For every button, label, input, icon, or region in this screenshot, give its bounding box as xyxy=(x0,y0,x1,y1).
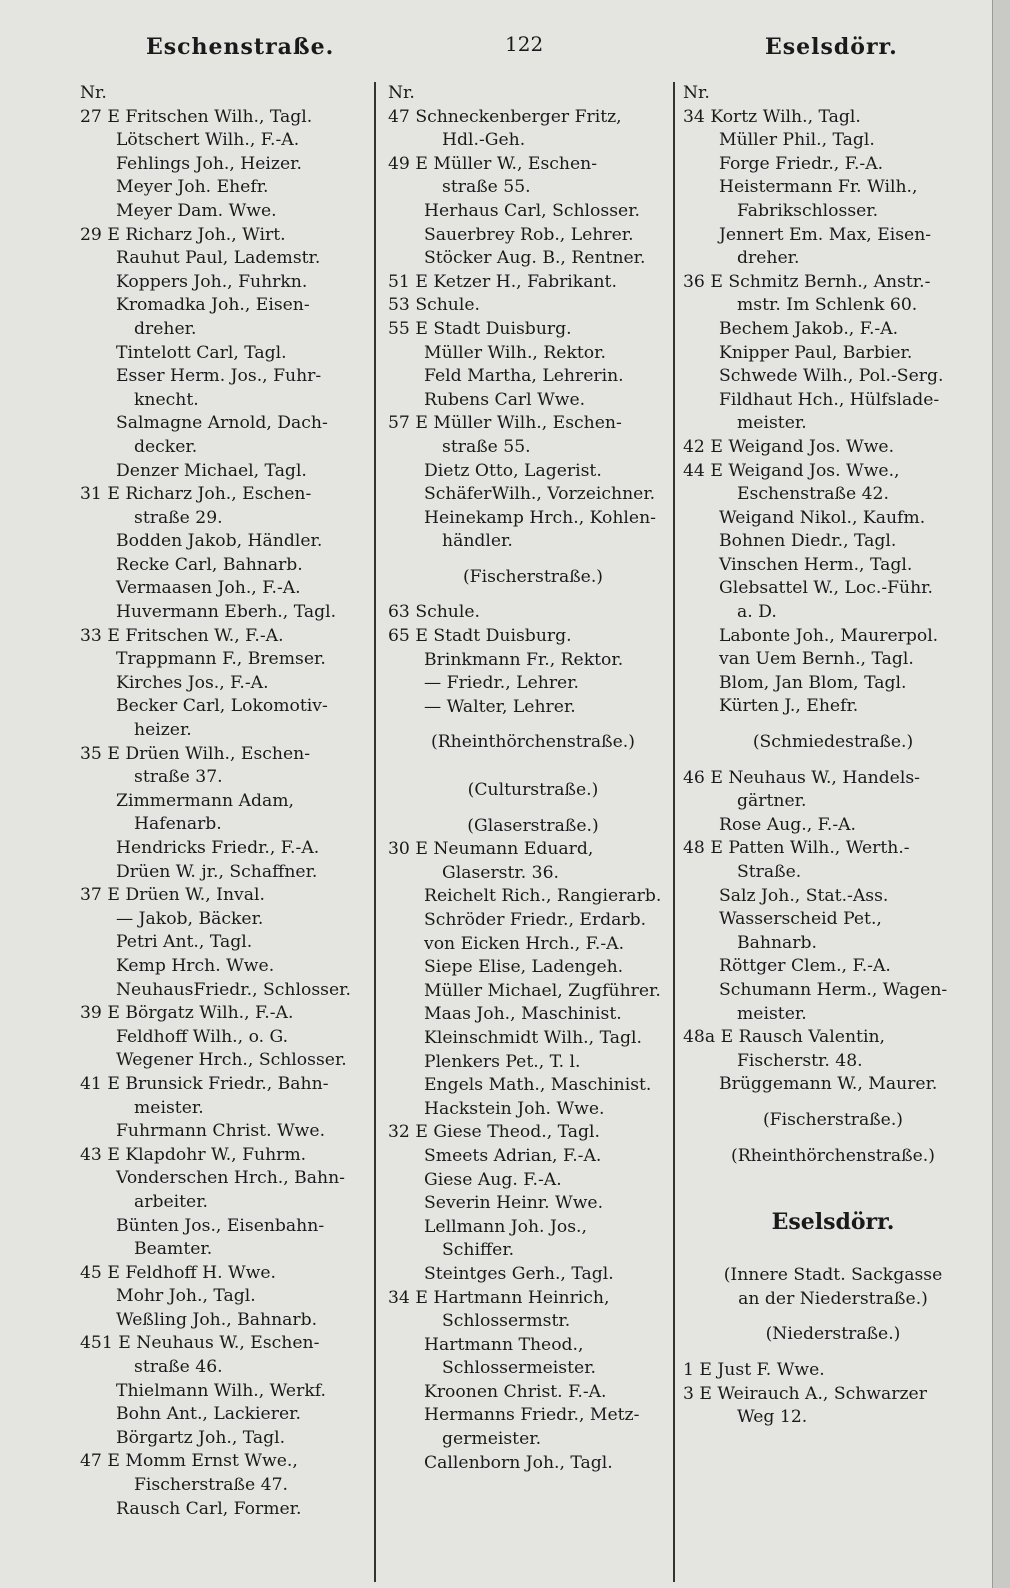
directory-entry: Bechem Jakob., F.-A. xyxy=(719,318,899,339)
directory-entry: Tintelott Carl, Tagl. xyxy=(116,342,287,363)
directory-entry: Giese Aug. F.-A. xyxy=(424,1169,562,1190)
directory-entry: — Friedr., Lehrer. xyxy=(424,673,580,694)
directory-entry: Eschenstraße 42. xyxy=(737,484,889,505)
column-right xyxy=(683,82,983,1430)
directory-entry: händler. xyxy=(442,531,513,552)
directory-entry: Hartmann Theod., xyxy=(424,1334,584,1355)
spacer xyxy=(388,554,678,566)
directory-entry: Kleinschmidt Wilh., Tagl. xyxy=(424,1027,642,1048)
street-heading: (Niederstraße.) xyxy=(765,1324,901,1345)
directory-entry: Schröder Friedr., Erdarb. xyxy=(424,910,647,930)
directory-entry: mstr. Im Schlenk 60. xyxy=(737,295,918,316)
column-left xyxy=(80,82,380,1521)
directory-entry: Weg 12. xyxy=(737,1407,808,1428)
spacer xyxy=(683,1347,983,1359)
spacer xyxy=(388,767,678,779)
directory-entry: 49 E Müller W., Eschen- xyxy=(388,153,598,174)
directory-entry: Schumann Herm., Wagen- xyxy=(719,979,948,1000)
directory-entry: Dietz Otto, Lagerist. xyxy=(424,460,602,481)
spacer xyxy=(683,1180,983,1192)
directory-entry: Wegener Hrch., Schlosser. xyxy=(116,1050,347,1071)
directory-entry: von Eicken Hrch., F.-A. xyxy=(424,933,625,954)
header-left-street: Eschenstraße. xyxy=(146,34,335,60)
directory-entry: arbeiter. xyxy=(134,1191,209,1212)
directory-entry: Glaserstr. 36. xyxy=(442,862,559,883)
directory-entry: 47 Schneckenberger Fritz, xyxy=(388,106,622,127)
street-heading: (Fischerstraße.) xyxy=(462,566,604,587)
directory-entry: Herhaus Carl, Schlosser. xyxy=(424,200,641,221)
directory-entry: Lötschert Wilh., F.-A. xyxy=(116,130,300,151)
directory-entry: 48a E Rausch Valentin, xyxy=(683,1027,885,1048)
directory-entry: Plenkers Pet., T. l. xyxy=(424,1051,581,1072)
directory-entry: Schlossermstr. xyxy=(442,1311,571,1332)
directory-entry: NeuhausFriedr., Schlosser. xyxy=(116,979,351,1000)
directory-entry: — Jakob, Bäcker. xyxy=(116,908,264,929)
directory-entry: Nr. xyxy=(388,83,415,103)
directory-entry: Wasserscheid Pet., xyxy=(719,909,882,930)
directory-entry: 37 E Drüen W., Inval. xyxy=(80,885,265,906)
directory-entry: Esser Herm. Jos., Fuhr- xyxy=(116,366,322,387)
directory-entry: 65 E Stadt Duisburg. xyxy=(388,626,572,647)
directory-entry: Huvermann Eberh., Tagl. xyxy=(116,602,337,623)
directory-entry: Brinkmann Fr., Rektor. xyxy=(424,649,624,670)
directory-entry: Siepe Elise, Ladengeh. xyxy=(424,957,624,978)
directory-entry: meister. xyxy=(134,1097,204,1118)
adjacent-page-edge xyxy=(992,0,1010,1588)
directory-entry: Feldhoff Wilh., o. G. xyxy=(116,1026,289,1047)
street-heading: (Innere Stadt. Sackgasse xyxy=(723,1265,943,1286)
directory-entry: dreher. xyxy=(134,318,197,339)
page-header xyxy=(0,28,992,68)
directory-entry: Kemp Hrch. Wwe. xyxy=(116,955,275,976)
directory-entry: dreher. xyxy=(737,248,800,269)
spacer xyxy=(683,755,983,767)
directory-entry: Bodden Jakob, Händler. xyxy=(116,531,323,552)
street-heading: (Rheinthörchenstraße.) xyxy=(731,1145,935,1166)
directory-entry: Blom, Jan Blom, Tagl. xyxy=(719,672,907,693)
directory-entry: Forge Friedr., F.-A. xyxy=(719,153,884,174)
directory-entry: Stöcker Aug. B., Rentner. xyxy=(424,248,646,269)
directory-entry: Nr. xyxy=(683,83,710,103)
directory-entry: meister. xyxy=(737,1003,807,1024)
spacer xyxy=(388,803,678,815)
directory-entry: Petri Ant., Tagl. xyxy=(116,932,253,953)
spacer xyxy=(683,1133,983,1145)
directory-entry: Engels Math., Maschinist. xyxy=(424,1075,652,1096)
directory-entry: Rausch Carl, Former. xyxy=(116,1498,302,1519)
directory-entry: van Uem Bernh., Tagl. xyxy=(719,649,914,670)
directory-entry: Bünten Jos., Eisenbahn- xyxy=(116,1215,325,1236)
directory-entry: knecht. xyxy=(134,389,199,410)
directory-entry: 33 E Fritschen W., F.-A. xyxy=(80,625,284,646)
directory-entry: 48 E Patten Wilh., Werth.- xyxy=(683,838,910,859)
directory-entry: Jennert Em. Max, Eisen- xyxy=(719,224,932,245)
directory-entry: Hermanns Friedr., Metz- xyxy=(424,1405,640,1426)
directory-entry: Maas Joh., Maschinist. xyxy=(424,1004,622,1025)
spacer xyxy=(683,1168,983,1180)
directory-entry: Steintges Gerh., Tagl. xyxy=(424,1263,614,1284)
directory-entry: straße 29. xyxy=(134,507,223,528)
directory-entry: Fuhrmann Christ. Wwe. xyxy=(116,1121,326,1142)
directory-entry: Fischerstraße 47. xyxy=(134,1475,288,1496)
directory-entry: Beamter. xyxy=(134,1239,213,1260)
directory-entry: Kirches Jos., F.-A. xyxy=(116,672,269,693)
directory-entry: Schwede Wilh., Pol.-Serg. xyxy=(719,366,944,387)
directory-entry: heizer. xyxy=(134,720,192,741)
directory-entry: 27 E Fritschen Wilh., Tagl. xyxy=(80,106,313,127)
directory-entry: 43 E Klapdohr W., Fuhrm. xyxy=(80,1144,307,1165)
directory-entry: 31 E Richarz Joh., Eschen- xyxy=(80,484,312,505)
street-heading: (Glaserstraße.) xyxy=(467,815,599,836)
street-heading: (Rheinthörchenstraße.) xyxy=(431,732,635,753)
directory-entry: Mohr Joh., Tagl. xyxy=(116,1286,256,1307)
directory-entry: 29 E Richarz Joh., Wirt. xyxy=(80,224,286,245)
directory-entry: Sauerbrey Rob., Lehrer. xyxy=(424,224,634,245)
directory-entry: Hackstein Joh. Wwe. xyxy=(424,1098,605,1119)
header-right-street: Eselsdörr. xyxy=(765,34,898,60)
directory-entry: 45 E Feldhoff H. Wwe. xyxy=(80,1262,277,1283)
directory-entry: Koppers Joh., Fuhrkn. xyxy=(116,271,308,292)
directory-entry: Feld Martha, Lehrerin. xyxy=(424,366,624,387)
column-middle xyxy=(388,82,678,1475)
directory-entry: Smeets Adrian, F.-A. xyxy=(424,1145,602,1166)
street-heading: (Culturstraße.) xyxy=(467,780,599,801)
directory-entry: Rubens Carl Wwe. xyxy=(424,389,586,410)
directory-entry: 3 E Weirauch A., Schwarzer xyxy=(683,1383,927,1404)
directory-entry: Thielmann Wilh., Werkf. xyxy=(116,1380,326,1401)
directory-entry: Vinschen Herm., Tagl. xyxy=(719,554,913,575)
directory-entry: Weßling Joh., Bahnarb. xyxy=(116,1309,318,1330)
directory-entry: Recke Carl, Bahnarb. xyxy=(116,554,303,575)
directory-entry: decker. xyxy=(134,436,198,457)
directory-entry: 63 Schule. xyxy=(388,602,481,623)
directory-entry: Severin Heinr. Wwe. xyxy=(424,1193,604,1214)
directory-entry: Becker Carl, Lokomotiv- xyxy=(116,696,328,717)
directory-entry: — Walter, Lehrer. xyxy=(424,696,576,717)
directory-entry: straße 37. xyxy=(134,767,223,788)
directory-entry: 42 E Weigand Jos. Wwe. xyxy=(683,436,895,457)
directory-entry: meister. xyxy=(737,413,807,434)
directory-entry: 57 E Müller Wilh., Eschen- xyxy=(388,413,622,434)
directory-entry: gärtner. xyxy=(737,791,807,812)
directory-entry: Müller Phil., Tagl. xyxy=(719,130,875,151)
directory-entry: Salz Joh., Stat.-Ass. xyxy=(719,885,889,906)
spacer xyxy=(683,719,983,731)
directory-entry: 51 E Ketzer H., Fabrikant. xyxy=(388,271,617,292)
directory-entry: Zimmermann Adam, xyxy=(116,790,294,811)
directory-entry: Trappmann F., Bremser. xyxy=(116,649,326,670)
directory-entry: straße 46. xyxy=(134,1357,223,1378)
directory-entry: Meyer Joh. Ehefr. xyxy=(116,177,269,198)
directory-entry: Vermaasen Joh., F.-A. xyxy=(116,578,301,599)
directory-entry: Glebsattel W., Loc.-Führ. xyxy=(719,578,933,599)
directory-entry: Müller Wilh., Rektor. xyxy=(424,342,606,363)
directory-entry: Knipper Paul, Barbier. xyxy=(719,342,913,363)
spacer xyxy=(683,1097,983,1109)
directory-entry: Brüggemann W., Maurer. xyxy=(719,1074,938,1095)
directory-entry: 47 E Momm Ernst Wwe., xyxy=(80,1451,298,1472)
street-heading: an der Niederstraße.) xyxy=(738,1288,928,1309)
spacer xyxy=(388,719,678,731)
directory-entry: 36 E Schmitz Bernh., Anstr.- xyxy=(683,271,931,292)
directory-entry: germeister. xyxy=(442,1429,542,1450)
directory-entry: Rose Aug., F.-A. xyxy=(719,814,857,835)
page-number: 122 xyxy=(505,32,544,56)
directory-entry: Fischerstr. 48. xyxy=(737,1050,863,1071)
directory-entry: 451 E Neuhaus W., Eschen- xyxy=(80,1333,320,1354)
directory-entry: Fildhaut Hch., Hülfslade- xyxy=(719,389,940,410)
directory-entry: 30 E Neumann Eduard, xyxy=(388,839,594,860)
directory-entry: Schlossermeister. xyxy=(442,1358,596,1379)
directory-entry: Fabrikschlosser. xyxy=(737,200,879,221)
directory-entry: straße 55. xyxy=(442,177,531,198)
directory-entry: Hafenarb. xyxy=(134,814,222,835)
directory-entry: Hdl.-Geh. xyxy=(442,130,526,151)
directory-entry: Börgartz Joh., Tagl. xyxy=(116,1427,286,1448)
directory-entry: Bohn Ant., Lackierer. xyxy=(116,1404,301,1425)
directory-entry: 35 E Drüen Wilh., Eschen- xyxy=(80,743,311,764)
directory-entry: Rauhut Paul, Lademstr. xyxy=(116,248,321,269)
directory-entry: 39 E Börgatz Wilh., F.-A. xyxy=(80,1003,294,1024)
directory-entry: Kroonen Christ. F.-A. xyxy=(424,1381,607,1402)
directory-entry: 34 E Hartmann Heinrich, xyxy=(388,1287,610,1308)
directory-entry: a. D. xyxy=(737,602,777,623)
directory-entry: Weigand Nikol., Kaufm. xyxy=(719,507,926,528)
directory-entry: SchäferWilh., Vorzeichner. xyxy=(424,484,656,505)
directory-entry: Labonte Joh., Maurerpol. xyxy=(719,625,939,646)
directory-entry: Röttger Clem., F.-A. xyxy=(719,956,891,977)
directory-entry: 41 E Brunsick Friedr., Bahn- xyxy=(80,1073,329,1094)
directory-entry: Denzer Michael, Tagl. xyxy=(116,460,307,481)
directory-entry: Salmagne Arnold, Dach- xyxy=(116,413,328,434)
directory-entry: Kromadka Joh., Eisen- xyxy=(116,295,310,316)
directory-entry: Bohnen Diedr., Tagl. xyxy=(719,531,897,552)
directory-entry: 1 E Just F. Wwe. xyxy=(683,1359,825,1380)
directory-entry: Müller Michael, Zugführer. xyxy=(424,980,661,1001)
directory-entry: Callenborn Joh., Tagl. xyxy=(424,1452,613,1473)
street-heading: Eselsdörr. xyxy=(771,1209,895,1236)
directory-entry: Reichelt Rich., Rangierarb. xyxy=(424,886,662,907)
directory-entry: straße 55. xyxy=(442,436,531,457)
directory-entry: 32 E Giese Theod., Tagl. xyxy=(388,1122,600,1143)
directory-entry: Meyer Dam. Wwe. xyxy=(116,200,277,221)
directory-entry: Bahnarb. xyxy=(737,932,817,953)
spacer xyxy=(683,1252,983,1264)
directory-entry: 34 Kortz Wilh., Tagl. xyxy=(683,106,861,127)
spacer xyxy=(683,1311,983,1323)
directory-entry: Nr. xyxy=(80,83,107,103)
spacer xyxy=(388,589,678,601)
directory-entry: Straße. xyxy=(737,862,802,882)
directory-entry: Heistermann Fr. Wilh., xyxy=(719,177,918,198)
spacer xyxy=(388,755,678,767)
directory-entry: Schiffer. xyxy=(442,1240,515,1261)
directory-entry: 55 E Stadt Duisburg. xyxy=(388,318,572,339)
street-heading: (Fischerstraße.) xyxy=(762,1109,904,1130)
directory-entry: Vonderschen Hrch., Bahn- xyxy=(116,1168,345,1189)
directory-entry: 46 E Neuhaus W., Handels- xyxy=(683,767,920,788)
street-heading: (Schmiedestraße.) xyxy=(752,732,914,753)
directory-entry: 44 E Weigand Jos. Wwe., xyxy=(683,460,900,481)
directory-entry: Kürten J., Ehefr. xyxy=(719,696,859,717)
directory-entry: Hendricks Friedr., F.-A. xyxy=(116,838,320,858)
directory-entry: 53 Schule. xyxy=(388,295,481,316)
directory-entry: Heinekamp Hrch., Kohlen- xyxy=(424,507,656,528)
directory-entry: Fehlings Joh., Heizer. xyxy=(116,153,302,174)
directory-entry: Drüen W. jr., Schaffner. xyxy=(116,861,318,882)
directory-entry: Lellmann Joh. Jos., xyxy=(424,1216,587,1237)
